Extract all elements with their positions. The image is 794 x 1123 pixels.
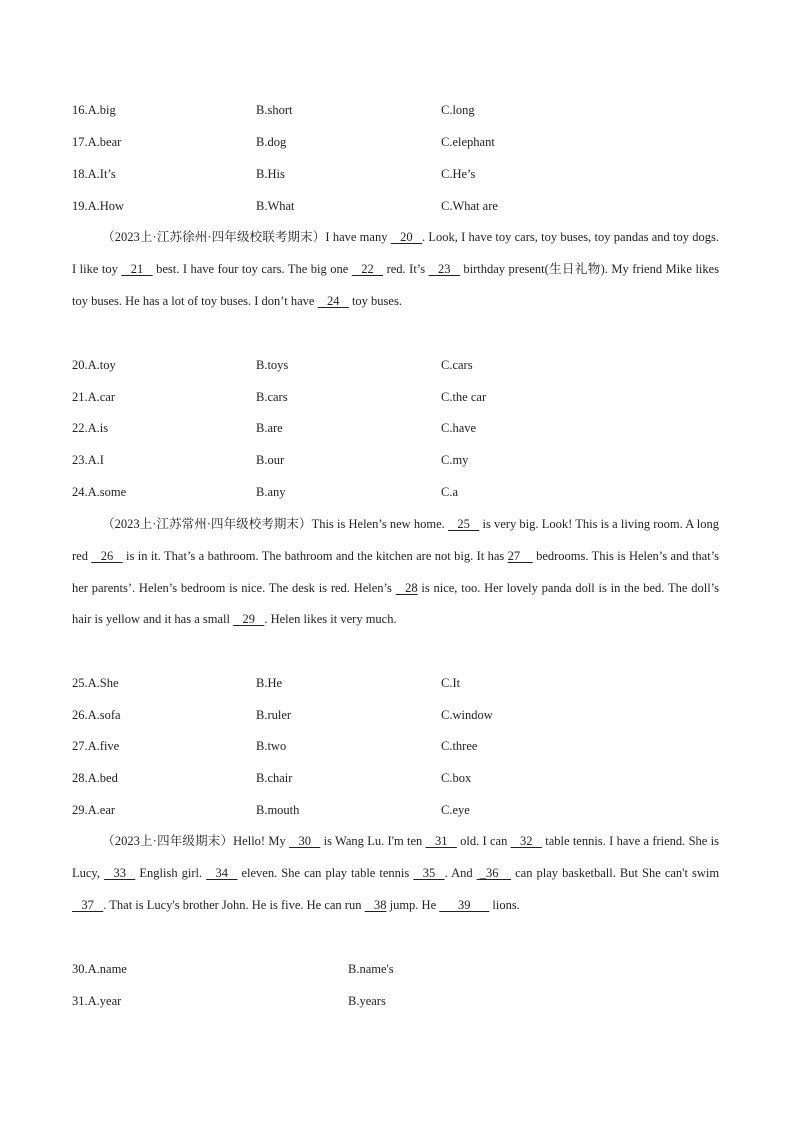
option-c: C.He’s: [441, 167, 476, 181]
passage-changzhou: （2023上·江苏常州·四年级校考期末）This is Helen’s new home. 25 is very big. Look! This is a living room. A long red 26 is in it. That’s a bathroom. The bathroom and the kitchen are not big. It has 27 bedrooms. This is Helen’s and that’s her parents’. Helen’s bedroom is nice. The desk is red. Helen’s 28 is nice, too. Her lovely panda doll is in the bed. The doll’s hair is yellow and it has a small 29 . Helen likes it very much.: [72, 509, 719, 636]
passage-wanglu: （2023上·四年级期末）Hello! My 30 is Wang Lu. I'm ten 31 old. I can 32 table tennis. I have a friend. She is Lucy, 33 English girl. 34 eleven. She can play table tennis 35 . And _36 can play basketball. But She can't swim 37 . That is Lucy's brother John. He is five. He can run 38 jump. He 39 lions.: [72, 826, 719, 921]
option-b: B.years: [348, 994, 386, 1008]
option-c: C.long: [441, 103, 475, 117]
option-a: 27.A.five: [72, 739, 120, 753]
option-b: B.toys: [256, 358, 289, 372]
option-a: 24.A.some: [72, 485, 127, 499]
blank-39: 39: [439, 897, 490, 912]
option-c: C.have: [441, 421, 477, 435]
blank-27: 27: [507, 548, 533, 563]
blank-28: 28: [395, 580, 418, 595]
blank-34: 34: [206, 865, 238, 880]
passage-xuzhou: （2023上·江苏徐州·四年级校联考期末）I have many 20 . Look, I have toy cars, toy buses, toy pandas and toy dogs. I like toy 21 best. I have four toy cars. The big one 22 red. It’s 23 birthday present(生日礼物). My friend Mike likes toy buses. He has a lot of toy buses. I don’t have 24 toy buses.: [72, 222, 719, 317]
option-c: C.What are: [441, 199, 498, 213]
option-a: 29.A.ear: [72, 803, 116, 817]
option-b: B.He: [256, 676, 283, 690]
passage-source: （2023上·四年级期末）: [102, 834, 234, 848]
option-c: C.box: [441, 771, 472, 785]
option-b: B.cars: [256, 390, 288, 404]
blank-29: 29: [233, 612, 265, 627]
option-a: 28.A.bed: [72, 771, 118, 785]
option-a: 21.A.car: [72, 390, 116, 404]
option-b: B.What: [256, 199, 295, 213]
option-c: C.eye: [441, 803, 470, 817]
option-a: 25.A.She: [72, 676, 119, 690]
option-b: B.any: [256, 485, 286, 499]
option-b: B.are: [256, 421, 283, 435]
passage-source: （2023上·江苏常州·四年级校考期末）: [102, 517, 312, 531]
option-c: C.cars: [441, 358, 473, 372]
option-c: C.my: [441, 453, 469, 467]
blank-35: 35: [413, 865, 445, 880]
option-a: 20.A.toy: [72, 358, 116, 372]
option-a: 19.A.How: [72, 199, 125, 213]
option-c: C.a: [441, 485, 459, 499]
option-b: B.name's: [348, 962, 394, 976]
blank-20: 20: [390, 230, 422, 244]
option-a: 31.A.year: [72, 994, 122, 1008]
option-c: C.window: [441, 708, 493, 722]
blank-21: 21: [121, 261, 153, 276]
option-b: B.two: [256, 739, 287, 753]
option-c: C.elephant: [441, 135, 495, 149]
blank-36: _36: [476, 865, 512, 880]
blank-38: 38: [364, 897, 387, 912]
blank-37: 37: [72, 897, 104, 912]
option-a: 18.A.It’s: [72, 167, 116, 181]
option-c: C.the car: [441, 390, 487, 404]
option-b: B.ruler: [256, 708, 292, 722]
blank-23: 23: [428, 261, 460, 276]
blank-25: 25: [448, 517, 480, 531]
blank-30: 30: [289, 834, 321, 848]
blank-22: 22: [351, 261, 384, 276]
option-b: B.chair: [256, 771, 293, 785]
blank-31: 31: [425, 834, 457, 848]
option-b: B.mouth: [256, 803, 300, 817]
option-b: B.short: [256, 103, 293, 117]
option-c: C.It: [441, 676, 461, 690]
blank-24: 24: [317, 293, 349, 308]
option-a: 22.A.is: [72, 421, 109, 435]
passage-source: （2023上·江苏徐州·四年级校联考期末）: [102, 230, 326, 244]
option-b: B.His: [256, 167, 285, 181]
option-a: 30.A.name: [72, 962, 127, 976]
blank-26: 26: [91, 548, 123, 563]
option-a: 17.A.bear: [72, 135, 122, 149]
option-b: B.dog: [256, 135, 287, 149]
option-b: B.our: [256, 453, 285, 467]
option-c: C.three: [441, 739, 478, 753]
option-a: 16.A.big: [72, 103, 116, 117]
blank-33: 33: [104, 865, 136, 880]
option-a: 26.A.sofa: [72, 708, 121, 722]
option-a: 23.A.I: [72, 453, 104, 467]
blank-32: 32: [510, 834, 542, 848]
